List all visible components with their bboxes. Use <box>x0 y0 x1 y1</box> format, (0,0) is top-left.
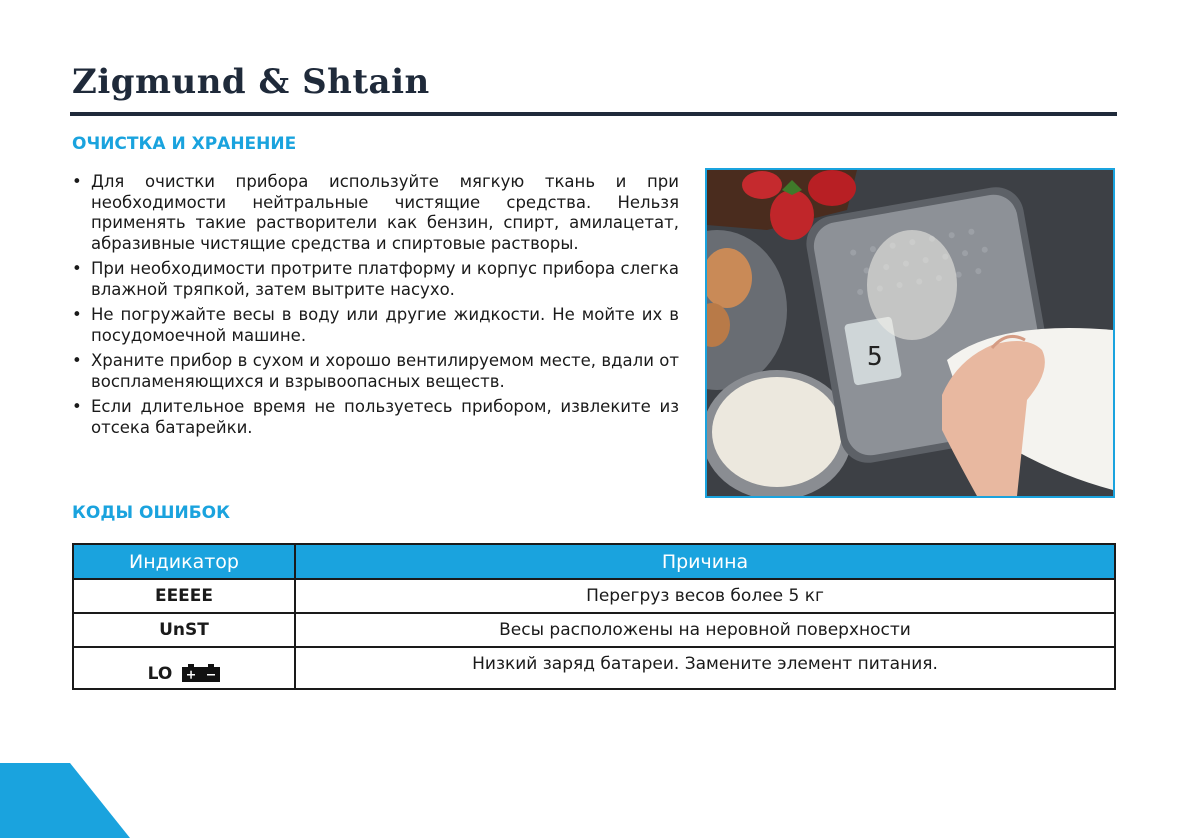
cleaning-item-5: • Если длительное время не пользуетесь прибором, извлеките из отсека батарейки. <box>72 397 679 438</box>
error-reason-cell: Весы расположены на неровной поверхности <box>295 613 1115 647</box>
cleaning-item-2: • При необходимости протрите платформу и корпус прибора слегка влажной тряпкой, затем вытрите насухо. <box>72 259 679 300</box>
error-code-cell <box>73 647 295 689</box>
cleaning-item-1: • Для очистки прибора используйте мягкую ткань и при необходимости нейтральные чистящие средства. Нельзя применять такие растворители как бензин, спирт, амилацетат, абразивные чистящие средства и спиртовые растворы. <box>72 172 679 254</box>
table-header-row <box>73 544 1115 579</box>
errors-section-title: КОДЫ ОШИБОК <box>72 503 231 523</box>
indicator-column-header: Индикатор <box>73 544 295 579</box>
error-codes-table <box>72 543 1116 690</box>
cleaning-item-4: • Храните прибор в сухом и хорошо вентилируемом месте, вдали от воспламеняющихся и взрывоопасных веществ. <box>72 351 679 392</box>
corner-decoration <box>0 763 130 838</box>
reason-column-header: Причина <box>295 544 1115 579</box>
photo-illustration <box>707 170 1113 496</box>
error-reason-cell: Перегруз весов более 5 кг <box>295 579 1115 613</box>
cleaning-instructions-list <box>72 172 679 443</box>
table-row <box>73 613 1115 647</box>
table-row <box>73 579 1115 613</box>
error-code-text: LO <box>147 664 173 684</box>
error-code-cell: EEEEE <box>73 579 295 613</box>
scale-cleaning-photo <box>705 168 1115 498</box>
low-battery-indicator <box>148 664 221 684</box>
scale-display-value: 5 <box>867 342 883 372</box>
error-reason-cell: Низкий заряд батареи. Замените элемент питания. <box>295 647 1115 689</box>
error-code-cell: UnST <box>73 613 295 647</box>
cleaning-section-title: ОЧИСТКА И ХРАНЕНИЕ <box>72 134 297 154</box>
cleaning-item-3: • Не погружайте весы в воду или другие жидкости. Не мойте их в посудомоечной машине. <box>72 305 679 346</box>
table-row <box>73 647 1115 689</box>
brand-logo: Zigmund & Shtain <box>72 62 430 102</box>
header-divider <box>70 112 1117 116</box>
battery-icon <box>182 664 220 682</box>
